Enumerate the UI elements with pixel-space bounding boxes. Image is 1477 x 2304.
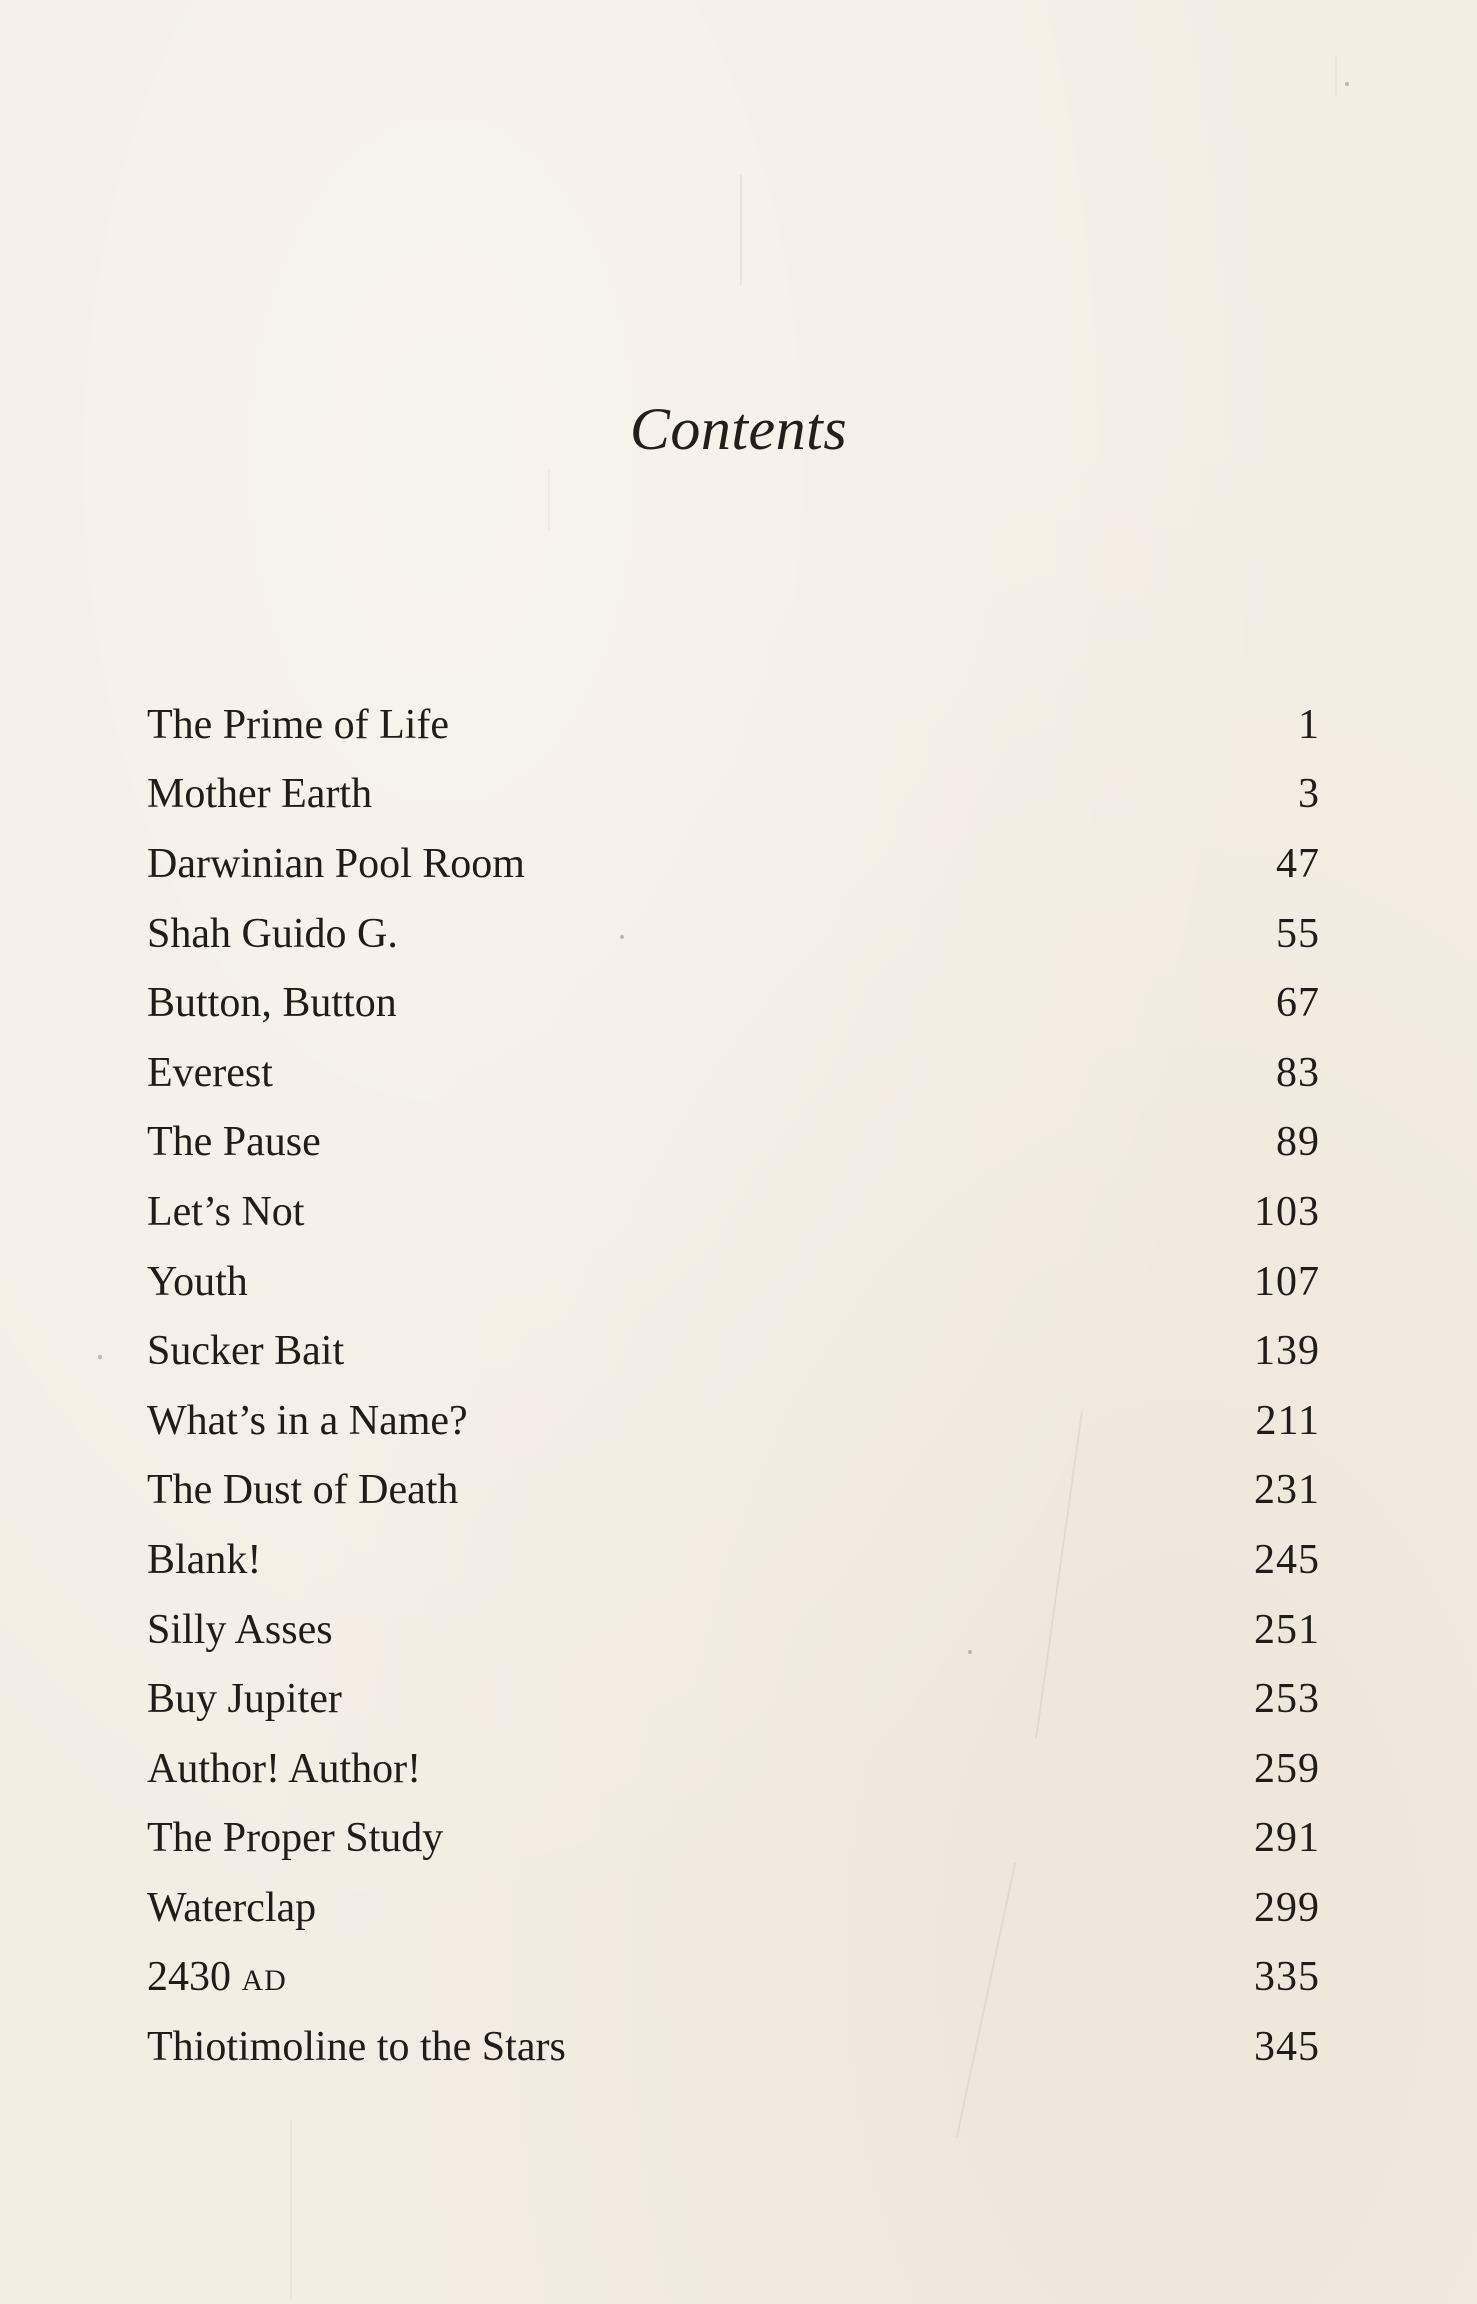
toc-entry-page: 299 — [1254, 1884, 1320, 1931]
toc-entry-page: 89 — [1276, 1119, 1320, 1166]
toc-entry-title-main: 2430 — [147, 1954, 231, 2001]
toc-entry — [147, 1804, 1320, 1874]
toc-entry — [147, 1247, 1320, 1317]
toc-entry-title: Sucker Bait — [147, 1328, 345, 1375]
toc-entry — [147, 1456, 1320, 1526]
toc-entry-page: 231 — [1254, 1467, 1320, 1514]
toc-entry — [147, 1386, 1320, 1456]
toc-entry-page: 259 — [1254, 1745, 1320, 1792]
toc-entry-page: 335 — [1254, 1954, 1320, 2001]
toc-entry — [147, 1595, 1320, 1665]
toc-entry-title: Darwinian Pool Room — [147, 840, 525, 887]
toc-entry-page: 1 — [1298, 701, 1320, 748]
table-of-contents — [147, 690, 1320, 2082]
toc-entry-title: The Pause — [147, 1119, 321, 1166]
toc-entry — [147, 1108, 1320, 1178]
toc-entry-page: 83 — [1276, 1049, 1320, 1096]
paper-streak — [548, 470, 550, 530]
toc-entry-page: 107 — [1254, 1258, 1320, 1305]
toc-entry-title: Thiotimoline to the Stars — [147, 2024, 566, 2071]
paper-streak — [1335, 55, 1337, 95]
toc-entry-title: Buy Jupiter — [147, 1676, 342, 1723]
toc-entry-title: The Dust of Death — [147, 1467, 459, 1514]
toc-entry-title: Waterclap — [147, 1884, 317, 1931]
toc-entry-title: Blank! — [147, 1536, 262, 1583]
toc-entry-title: Everest — [147, 1049, 273, 1096]
toc-entry-page: 253 — [1254, 1676, 1320, 1723]
paper-streak — [740, 175, 742, 285]
toc-entry-page: 67 — [1276, 980, 1320, 1027]
toc-entry-title: Shah Guido G. — [147, 910, 398, 957]
toc-entry-title: Button, Button — [147, 980, 397, 1027]
paper-speck — [1345, 82, 1349, 86]
toc-entry-title-era: AD — [241, 1964, 287, 1998]
paper-streak — [290, 2120, 292, 2300]
toc-entry — [147, 829, 1320, 899]
toc-entry — [147, 1316, 1320, 1386]
toc-entry — [147, 968, 1320, 1038]
toc-entry — [147, 1873, 1320, 1943]
toc-entry-page: 211 — [1255, 1397, 1320, 1444]
toc-entry — [147, 1664, 1320, 1734]
toc-entry — [147, 1525, 1320, 1595]
toc-entry-page: 3 — [1298, 771, 1320, 818]
paper-speck — [98, 1355, 102, 1359]
toc-entry-page: 139 — [1254, 1328, 1320, 1375]
toc-entry-title: Youth — [147, 1258, 248, 1305]
toc-entry — [147, 1734, 1320, 1804]
toc-entry — [147, 2012, 1320, 2082]
toc-entry-title: Silly Asses — [147, 1606, 333, 1653]
toc-entry-page: 245 — [1254, 1536, 1320, 1583]
toc-entry — [147, 1038, 1320, 1108]
toc-entry-page: 251 — [1254, 1606, 1320, 1653]
toc-entry — [147, 1943, 1320, 2013]
toc-entry-title: Author! Author! — [147, 1745, 422, 1792]
toc-entry-title: What’s in a Name? — [147, 1397, 468, 1444]
toc-entry — [147, 690, 1320, 760]
toc-entry — [147, 760, 1320, 830]
toc-entry-title: The Prime of Life — [147, 701, 450, 748]
toc-entry-title — [147, 1953, 287, 2001]
toc-entry-page: 55 — [1276, 910, 1320, 957]
toc-entry-page: 47 — [1276, 840, 1320, 887]
toc-entry-title: Mother Earth — [147, 771, 373, 818]
page-title: Contents — [629, 396, 848, 462]
toc-entry-title: Let’s Not — [147, 1188, 305, 1235]
toc-entry-page: 103 — [1254, 1188, 1320, 1235]
toc-entry — [147, 1177, 1320, 1247]
toc-entry-title: The Proper Study — [147, 1815, 444, 1862]
toc-entry-page: 345 — [1254, 2024, 1320, 2071]
toc-entry — [147, 899, 1320, 969]
toc-entry-page: 291 — [1254, 1815, 1320, 1862]
